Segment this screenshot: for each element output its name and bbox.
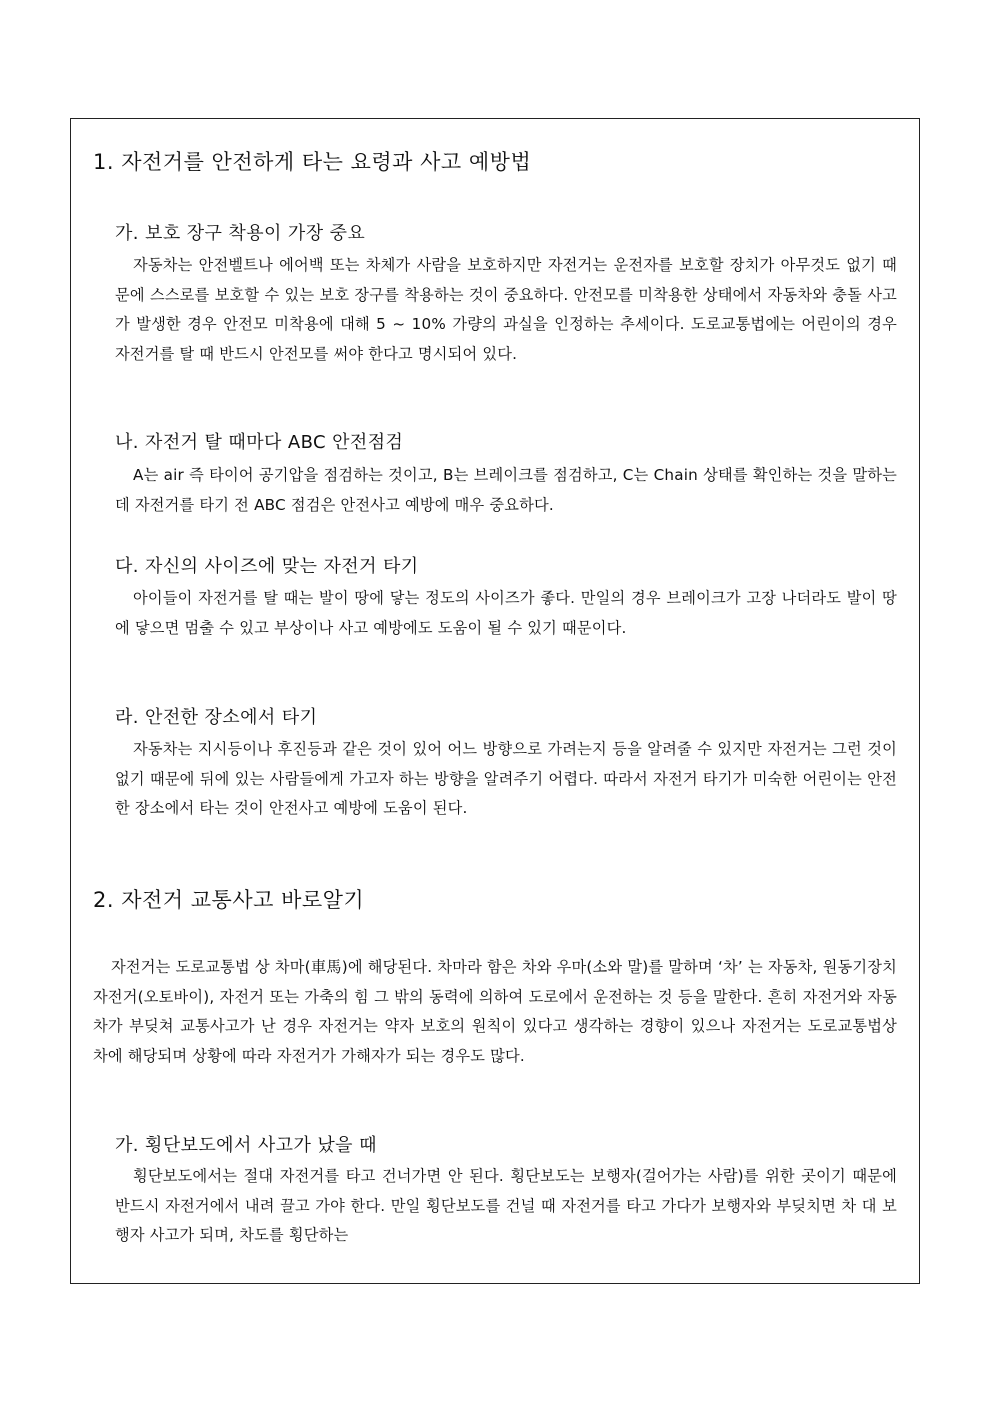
section-1-title: 1. 자전거를 안전하게 타는 요령과 사고 예방법 [93, 150, 532, 174]
section-1-item-1-heading: 가. 보호 장구 착용이 가장 중요 [115, 223, 366, 244]
section-1-item-3-heading: 다. 자신의 사이즈에 맞는 자전거 타기 [115, 556, 419, 577]
section-1-item-4-heading: 라. 안전한 장소에서 타기 [115, 707, 318, 728]
section-1-item-3-body: 아이들이 자전거를 탈 때는 발이 땅에 닿는 정도의 사이즈가 좋다. 만일의 경우 브레이크가 고장 나더라도 발이 땅에 닿으면 멈출 수 있고 부상이나 사고 예방에도 도움이 될 수 있기 때문이다. [115, 589, 897, 637]
section-1-item-2-heading: 나. 자전거 탈 때마다 ABC 안전점검 [115, 432, 404, 453]
section-1-item-2-body: A는 air 즉 타이어 공기압을 점검하는 것이고, B는 브레이크를 점검하고, C는 Chain 상태를 확인하는 것을 말하는데 자전거를 타기 전 ABC 점검은 안전사고 예방에 매우 중요하다. [115, 466, 897, 514]
section-1-item-1-body: 자동차는 안전벨트나 에어백 또는 차체가 사람을 보호하지만 자전거는 운전자를 보호할 장치가 아무것도 없기 때문에 스스로를 보호할 수 있는 보호 장구를 착용하는 것이 중요하다. 안전모를 미착용한 상태에서 자동차와 충돌 사고가 발생한 경우 안전모 미착용에 대해 5 ~ 10% 가량의 과실을 인정하는 추세이다. 도로교통법에는 어린이의 경우 자전거를 탈 때 반드시 안전모를 써야 한다고 명시되어 있다. [115, 256, 897, 363]
section-2-item-1-body: 횡단보도에서는 절대 자전거를 타고 건너가면 안 된다. 횡단보도는 보행자(걸어가는 사람)를 위한 곳이기 때문에 반드시 자전거에서 내려 끌고 가야 한다. 만일 횡단보도를 건널 때 자전거를 타고 가다가 보행자와 부딪치면 차 대 보행자 사고가 되며, 차도를 횡단하는 [115, 1167, 897, 1244]
section-2-title: 2. 자전거 교통사고 바로알기 [93, 888, 365, 912]
section-2-intro: 자전거는 도로교통법 상 차마(車馬)에 해당된다. 차마라 함은 차와 우마(소와 말)를 말하며 ‘차’ 는 자동차, 원동기장치자전거(오토바이), 자전거 또는 가축의 힘 그 밖의 동력에 의하여 도로에서 운전하는 것 등을 말한다. 흔히 자전거와 자동차가 부딪쳐 교통사고가 난 경우 자전거는 약자 보호의 원칙이 있다고 생각하는 경향이 있으나 자전거는 도로교통법상 차에 해당되며 상황에 따라 자전거가 가해자가 되는 경우도 많다. [93, 958, 897, 1065]
section-2-item-1-heading: 가. 횡단보도에서 사고가 났을 때 [115, 1135, 377, 1156]
section-1-item-4-body: 자동차는 지시등이나 후진등과 같은 것이 있어 어느 방향으로 가려는지 등을 알려줄 수 있지만 자전거는 그런 것이 없기 때문에 뒤에 있는 사람들에게 가고자 하는 방향을 알려주기 어렵다. 따라서 자전거 타기가 미숙한 어린이는 안전한 장소에서 타는 것이 안전사고 예방에 도움이 된다. [115, 740, 897, 817]
